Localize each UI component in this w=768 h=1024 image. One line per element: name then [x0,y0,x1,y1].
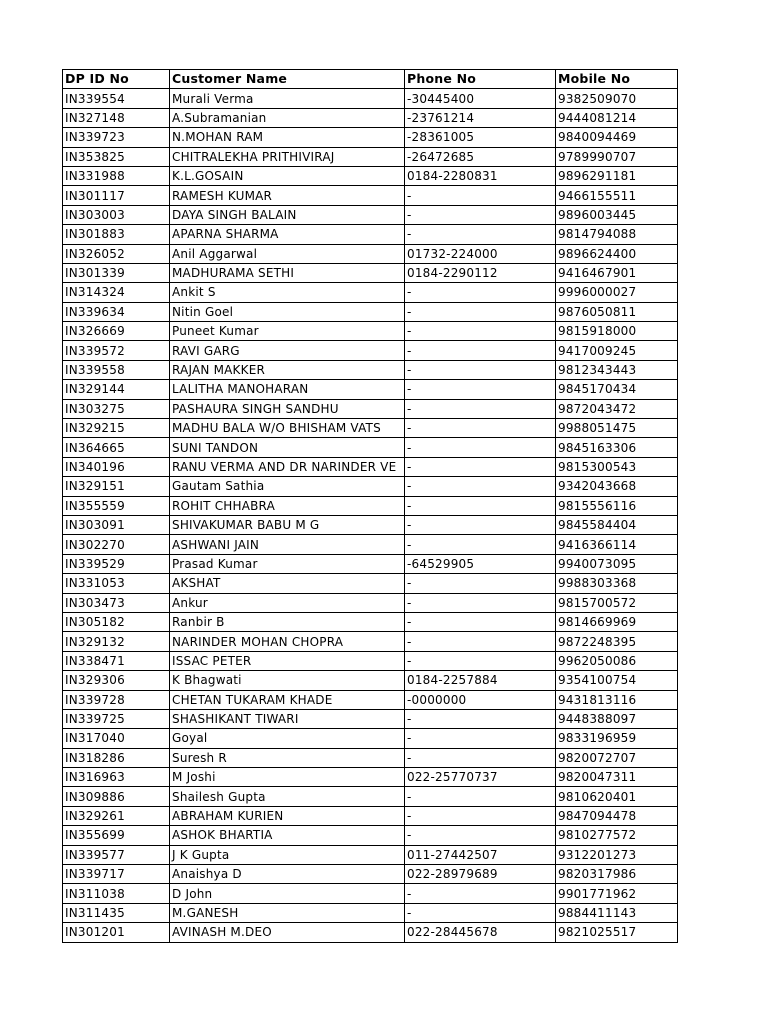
phone-cell: - [405,593,556,612]
phone-cell: - [405,205,556,224]
phone-cell: - [405,457,556,476]
phone-cell: 011-27442507 [405,845,556,864]
dp-id-cell: IN339717 [63,865,170,884]
table-row [63,108,678,127]
dp-id-cell: IN301339 [63,263,170,282]
customer-name-cell: SUNI TANDON [170,438,405,457]
table-row [63,89,678,108]
customer-name-cell: Nitin Goel [170,302,405,321]
table-row [63,671,678,690]
phone-cell: 0184-2280831 [405,166,556,185]
phone-cell: -0000000 [405,690,556,709]
table-row [63,845,678,864]
phone-cell: -23761214 [405,108,556,127]
phone-cell: - [405,477,556,496]
table-row [63,515,678,534]
dp-id-cell: IN301117 [63,186,170,205]
customer-name-cell: Gautam Sathia [170,477,405,496]
table-row [63,690,678,709]
dp-id-cell: IN339558 [63,360,170,379]
mobile-cell: 9815918000 [556,322,678,341]
dp-id-cell: IN329261 [63,806,170,825]
table-row [63,205,678,224]
customer-name-cell: LALITHA MANOHARAN [170,380,405,399]
table-row [63,225,678,244]
customer-name-cell: Ankit S [170,283,405,302]
dp-id-cell: IN303275 [63,399,170,418]
table-row [63,322,678,341]
column-header-mobile: Mobile No [556,70,678,89]
customer-name-cell: K.L.GOSAIN [170,166,405,185]
table-row [63,554,678,573]
phone-cell: - [405,748,556,767]
mobile-cell: 9820047311 [556,768,678,787]
customer-name-cell: K Bhagwati [170,671,405,690]
dp-id-cell: IN316963 [63,768,170,787]
customer-name-cell: Murali Verma [170,89,405,108]
mobile-cell: 9416366114 [556,535,678,554]
phone-cell: -28361005 [405,128,556,147]
mobile-cell: 9840094469 [556,128,678,147]
table-row [63,729,678,748]
phone-cell: - [405,438,556,457]
table-row [63,632,678,651]
phone-cell: -26472685 [405,147,556,166]
column-header-dp-id: DP ID No [63,70,170,89]
dp-id-cell: IN339725 [63,709,170,728]
customer-name-cell: Ranbir B [170,612,405,631]
customer-name-cell: MADHURAMA SETHI [170,263,405,282]
mobile-cell: 9812343443 [556,360,678,379]
table-row [63,923,678,942]
table-row [63,709,678,728]
dp-id-cell: IN329151 [63,477,170,496]
customer-name-cell: RAJAN MAKKER [170,360,405,379]
dp-id-cell: IN339723 [63,128,170,147]
column-header-customer-name: Customer Name [170,70,405,89]
dp-id-cell: IN338471 [63,651,170,670]
customer-name-cell: A.Subramanian [170,108,405,127]
phone-cell: 01732-224000 [405,244,556,263]
mobile-cell: 9872248395 [556,632,678,651]
mobile-cell: 9444081214 [556,108,678,127]
table-row [63,380,678,399]
dp-id-cell: IN339577 [63,845,170,864]
dp-id-cell: IN318286 [63,748,170,767]
table-row [63,399,678,418]
mobile-cell: 9789990707 [556,147,678,166]
phone-cell: 022-28979689 [405,865,556,884]
mobile-cell: 9896003445 [556,205,678,224]
dp-id-cell: IN327148 [63,108,170,127]
customer-name-cell: ASHOK BHARTIA [170,826,405,845]
mobile-cell: 9901771962 [556,884,678,903]
mobile-cell: 9810620401 [556,787,678,806]
phone-cell: 0184-2257884 [405,671,556,690]
mobile-cell: 9820072707 [556,748,678,767]
table-row [63,884,678,903]
dp-id-cell: IN326052 [63,244,170,263]
phone-cell: - [405,225,556,244]
table-row [63,341,678,360]
mobile-cell: 9431813116 [556,690,678,709]
mobile-cell: 9962050086 [556,651,678,670]
customer-name-cell: ROHIT CHHABRA [170,496,405,515]
phone-cell: - [405,283,556,302]
dp-id-cell: IN355559 [63,496,170,515]
phone-cell: - [405,186,556,205]
phone-cell: - [405,302,556,321]
header-row [63,70,678,89]
customer-name-cell: Ankur [170,593,405,612]
customer-name-cell: M Joshi [170,768,405,787]
phone-cell: - [405,496,556,515]
dp-id-cell: IN339572 [63,341,170,360]
table-row [63,612,678,631]
mobile-cell: 9354100754 [556,671,678,690]
table-row [63,302,678,321]
phone-cell: - [405,380,556,399]
dp-id-cell: IN314324 [63,283,170,302]
table-row [63,574,678,593]
mobile-cell: 9847094478 [556,806,678,825]
mobile-cell: 9466155511 [556,186,678,205]
dp-id-cell: IN311435 [63,903,170,922]
phone-cell: - [405,709,556,728]
table-row [63,748,678,767]
mobile-cell: 9821025517 [556,923,678,942]
table-row [63,593,678,612]
table-row [63,360,678,379]
table-row [63,128,678,147]
mobile-cell: 9448388097 [556,709,678,728]
dp-id-cell: IN331988 [63,166,170,185]
dp-id-cell: IN302270 [63,535,170,554]
mobile-cell: 9342043668 [556,477,678,496]
table-row [63,147,678,166]
phone-cell: 022-28445678 [405,923,556,942]
table-row [63,283,678,302]
phone-cell: - [405,419,556,438]
customer-name-cell: Shailesh Gupta [170,787,405,806]
mobile-cell: 9988303368 [556,574,678,593]
dp-id-cell: IN353825 [63,147,170,166]
table-row [63,419,678,438]
customer-name-cell: PASHAURA SINGH SANDHU [170,399,405,418]
customer-name-cell: SHIVAKUMAR BABU M G [170,515,405,534]
mobile-cell: 9988051475 [556,419,678,438]
mobile-cell: 9814794088 [556,225,678,244]
table-row [63,496,678,515]
dp-id-cell: IN339634 [63,302,170,321]
mobile-cell: 9940073095 [556,554,678,573]
phone-cell: -64529905 [405,554,556,573]
customer-name-cell: NARINDER MOHAN CHOPRA [170,632,405,651]
dp-id-cell: IN303003 [63,205,170,224]
table-row [63,477,678,496]
customer-name-cell: RAMESH KUMAR [170,186,405,205]
customer-name-cell: Puneet Kumar [170,322,405,341]
mobile-cell: 9417009245 [556,341,678,360]
dp-id-cell: IN339554 [63,89,170,108]
phone-cell: - [405,729,556,748]
mobile-cell: 9884411143 [556,903,678,922]
phone-cell: - [405,826,556,845]
customer-name-cell: CHITRALEKHA PRITHIVIRAJ [170,147,405,166]
table-row [63,263,678,282]
customer-name-cell: Anil Aggarwal [170,244,405,263]
phone-cell: - [405,515,556,534]
mobile-cell: 9845163306 [556,438,678,457]
customer-name-cell: ISSAC PETER [170,651,405,670]
customer-name-cell: D John [170,884,405,903]
mobile-cell: 9896291181 [556,166,678,185]
dp-id-cell: IN326669 [63,322,170,341]
dp-id-cell: IN329144 [63,380,170,399]
customer-name-cell: CHETAN TUKARAM KHADE [170,690,405,709]
phone-cell: - [405,787,556,806]
mobile-cell: 9845170434 [556,380,678,399]
mobile-cell: 9815300543 [556,457,678,476]
mobile-cell: 9416467901 [556,263,678,282]
phone-cell: - [405,632,556,651]
phone-cell: - [405,574,556,593]
customer-name-cell: AVINASH M.DEO [170,923,405,942]
customer-name-cell: RAVI GARG [170,341,405,360]
phone-cell: - [405,651,556,670]
mobile-cell: 9896624400 [556,244,678,263]
customer-name-cell: Suresh R [170,748,405,767]
phone-cell: - [405,322,556,341]
customer-name-cell: N.MOHAN RAM [170,128,405,147]
dp-id-cell: IN303091 [63,515,170,534]
customer-table [62,69,678,943]
mobile-cell: 9382509070 [556,89,678,108]
table-row [63,903,678,922]
customer-name-cell: Prasad Kumar [170,554,405,573]
mobile-cell: 9810277572 [556,826,678,845]
customer-name-cell: DAYA SINGH BALAIN [170,205,405,224]
phone-cell: - [405,806,556,825]
phone-cell: 022-25770737 [405,768,556,787]
customer-name-cell: ASHWANI JAIN [170,535,405,554]
table-row [63,186,678,205]
phone-cell: - [405,341,556,360]
dp-id-cell: IN339529 [63,554,170,573]
mobile-cell: 9814669969 [556,612,678,631]
mobile-cell: 9820317986 [556,865,678,884]
phone-cell: - [405,399,556,418]
mobile-cell: 9872043472 [556,399,678,418]
customer-name-cell: ABRAHAM KURIEN [170,806,405,825]
dp-id-cell: IN331053 [63,574,170,593]
column-header-phone: Phone No [405,70,556,89]
table-row [63,244,678,263]
table-header [63,70,678,89]
dp-id-cell: IN340196 [63,457,170,476]
dp-id-cell: IN364665 [63,438,170,457]
mobile-cell: 9815556116 [556,496,678,515]
customer-name-cell: RANU VERMA AND DR NARINDER VE [170,457,405,476]
phone-cell: - [405,360,556,379]
customer-name-cell: SHASHIKANT TIWARI [170,709,405,728]
dp-id-cell: IN301201 [63,923,170,942]
table-row [63,535,678,554]
dp-id-cell: IN311038 [63,884,170,903]
dp-id-cell: IN329215 [63,419,170,438]
dp-id-cell: IN317040 [63,729,170,748]
mobile-cell: 9312201273 [556,845,678,864]
customer-name-cell: Anaishya D [170,865,405,884]
mobile-cell: 9815700572 [556,593,678,612]
dp-id-cell: IN301883 [63,225,170,244]
customer-name-cell: Goyal [170,729,405,748]
table-row [63,768,678,787]
table-row [63,438,678,457]
phone-cell: -30445400 [405,89,556,108]
phone-cell: - [405,612,556,631]
dp-id-cell: IN329132 [63,632,170,651]
phone-cell: - [405,535,556,554]
table-row [63,787,678,806]
phone-cell: 0184-2290112 [405,263,556,282]
dp-id-cell: IN339728 [63,690,170,709]
mobile-cell: 9876050811 [556,302,678,321]
phone-cell: - [405,903,556,922]
customer-name-cell: J K Gupta [170,845,405,864]
mobile-cell: 9845584404 [556,515,678,534]
mobile-cell: 9996000027 [556,283,678,302]
dp-id-cell: IN303473 [63,593,170,612]
customer-name-cell: M.GANESH [170,903,405,922]
dp-id-cell: IN329306 [63,671,170,690]
dp-id-cell: IN355699 [63,826,170,845]
table-row [63,865,678,884]
table-row [63,457,678,476]
table-row [63,826,678,845]
customer-name-cell: AKSHAT [170,574,405,593]
table-row [63,806,678,825]
dp-id-cell: IN309886 [63,787,170,806]
table-body [63,89,678,942]
customer-name-cell: MADHU BALA W/O BHISHAM VATS [170,419,405,438]
customer-name-cell: APARNA SHARMA [170,225,405,244]
table-row [63,651,678,670]
mobile-cell: 9833196959 [556,729,678,748]
table-row [63,166,678,185]
dp-id-cell: IN305182 [63,612,170,631]
phone-cell: - [405,884,556,903]
